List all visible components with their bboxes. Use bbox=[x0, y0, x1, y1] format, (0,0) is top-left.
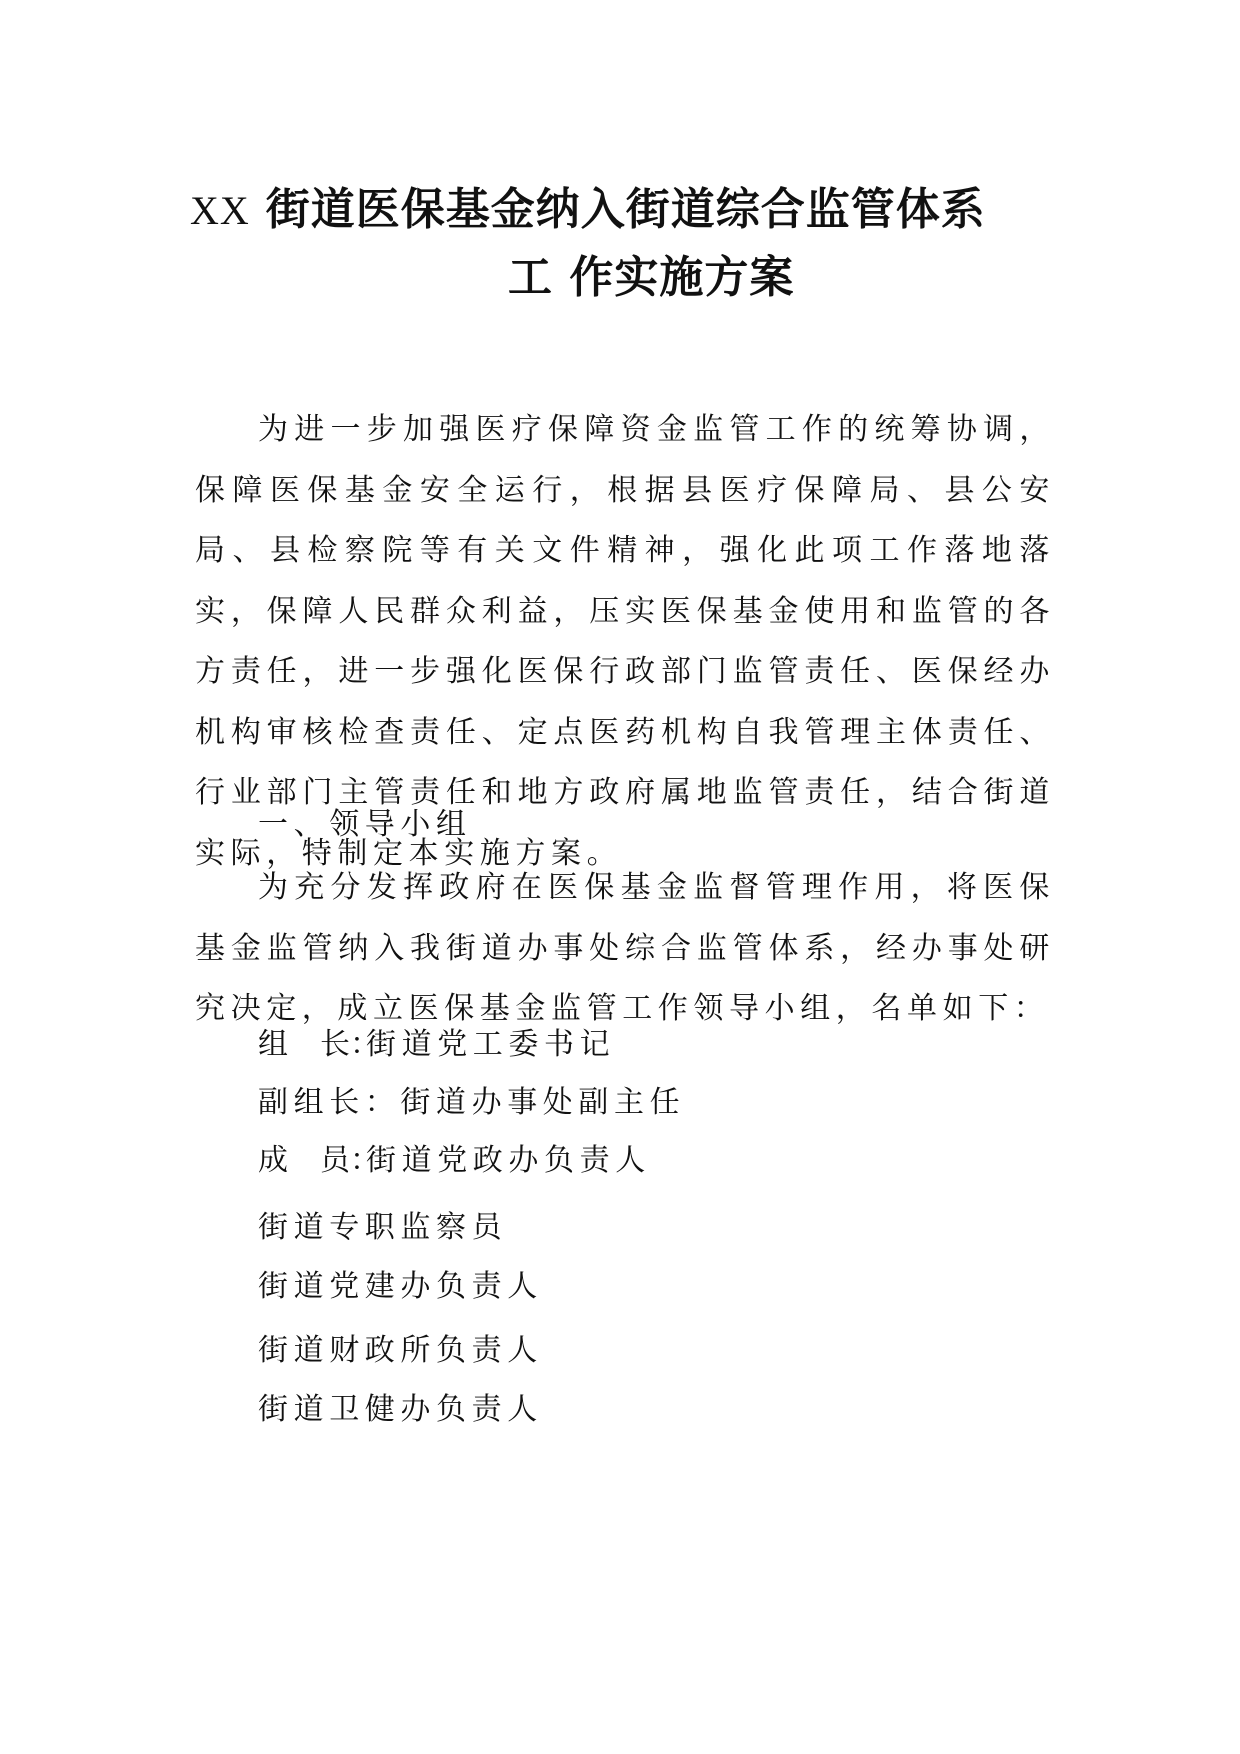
document-title-line-2: 工 作实施方案 bbox=[508, 252, 795, 303]
roster-leader-name: 街道党工委书记 bbox=[366, 1027, 616, 1062]
roster-leader bbox=[258, 1025, 615, 1065]
roster-deputy bbox=[258, 1083, 685, 1123]
roster-member: 街道党建办负责人 bbox=[258, 1269, 543, 1304]
roster-members bbox=[258, 1141, 651, 1181]
roster-member-name: 街道党政办负责人 bbox=[366, 1143, 651, 1178]
intro-paragraph: 为进一步加强医疗保障资金监管工作的统筹协调，保障医保基金安全运行，根据县医疗保障局、县公安局、县检察院等有关文件精神，强化此项工作落地落实，保障人民群众利益，压实医保基金使用和监管的各方责任，进一步强化医保行政部门监管责任、医保经办机构审核检查责任、定点医药机构自我管理主体责任、行业部门主管责任和地方政府属地监管责任，结合街道实际，特制定本实施方案。 bbox=[195, 412, 1055, 871]
title-prefix: XX bbox=[190, 188, 250, 233]
roster-member: 街道专职监察员 bbox=[258, 1210, 508, 1245]
section-paragraph-leadership-group: 为充分发挥政府在医保基金监督管理作用，将医保基金监管纳入我街道办事处综合监管体系，经办事处研究决定，成立医保基金监管工作领导小组，名单如下： bbox=[195, 870, 1055, 1026]
roster-leader-role: 组 长： bbox=[258, 1027, 380, 1062]
roster-deputy-role: 副组长： bbox=[258, 1085, 401, 1120]
roster-members-role: 成 员： bbox=[258, 1143, 380, 1178]
roster-deputy-name: 街道办事处副主任 bbox=[400, 1085, 686, 1120]
document-title-line-1 bbox=[190, 180, 986, 241]
roster-member: 街道财政所负责人 bbox=[258, 1333, 543, 1368]
title-text-line-1: 街道医保基金纳入街道综合监管体系 bbox=[265, 184, 986, 235]
section-heading-leadership-group: 一、领导小组 bbox=[258, 807, 472, 842]
roster-member: 街道卫健办负责人 bbox=[258, 1392, 543, 1427]
